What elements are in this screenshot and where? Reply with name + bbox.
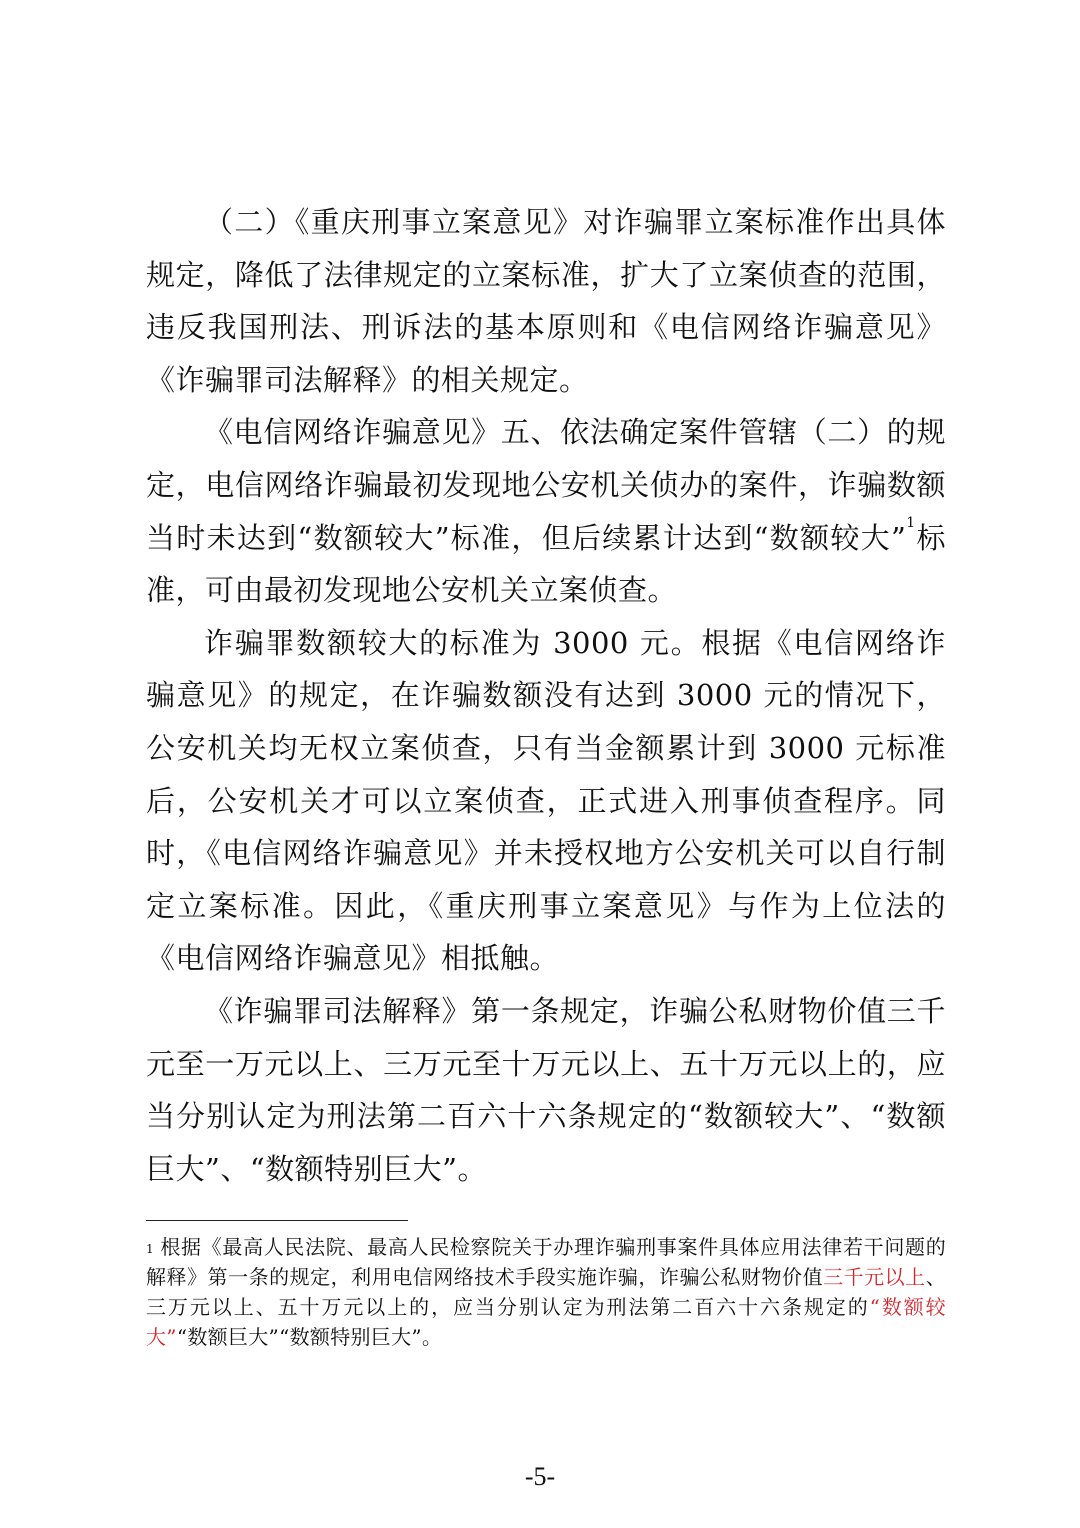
footnote-highlight-1: 三千元以上: [823, 1265, 926, 1289]
paragraph-2-text-before: 《电信网络诈骗意见》五、依法确定案件管辖（二）的规定，电信网络诈骗最初发现地公安机关侦办的案件，诈骗数额当时未达到“数额较大”标准，但后续累计达到“数额较大”: [146, 415, 946, 555]
footnote-text-2: 、三万元以上、五十万元以上的，应当分别认定为刑法第二百六十六条规定的: [146, 1265, 946, 1319]
footnote: [146, 1232, 946, 1352]
paragraph-2: [146, 406, 946, 616]
footnote-marker: 1: [146, 1242, 154, 1256]
body-text: [146, 196, 946, 1195]
footnote-text-1: 根据《最高人民法院、最高人民检察院关于办理诈骗刑事案件具体应用法律若干问题的解释》第一条的规定，利用电信网络技术手段实施诈骗，诈骗公私财物价值: [146, 1235, 946, 1289]
footnote-separator: [146, 1220, 408, 1221]
paragraph-1: （二）《重庆刑事立案意见》对诈骗罪立案标准作出具体规定，降低了法律规定的立案标准，扩大了立案侦查的范围，违反我国刑法、刑诉法的基本原则和《电信网络诈骗意见》《诈骗罪司法解释》的相关规定。: [146, 205, 946, 397]
page-number: -5-: [524, 1462, 556, 1491]
paragraph-3: 诈骗罪数额较大的标准为 3000 元。根据《电信网络诈骗意见》的规定，在诈骗数额没有达到 3000 元的情况下，公安机关均无权立案侦查，只有当金额累计到 3000 元标准后，公安机关才可以立案侦查，正式进入刑事侦查程序。同时，《电信网络诈骗意见》并未授权地方公安机关可以自行制定立案标准。因此，《重庆刑事立案意见》与作为上位法的《电信网络诈骗意见》相抵触。: [146, 625, 946, 976]
paragraph-2-text-after: 标准，可由最初发现地公安机关立案侦查。: [146, 520, 946, 608]
paragraph-4: 《诈骗罪司法解释》第一条规定，诈骗公私财物价值三千元至一万元以上、三万元至十万元以上、五十万元以上的，应当分别认定为刑法第二百六十六条规定的“数额较大”、“数额巨大”、“数额特别巨大”。: [146, 993, 946, 1186]
footnote-text-3: “数额巨大”“数额特别巨大”。: [176, 1325, 443, 1349]
footnote-highlight-2: “数额较大”: [146, 1295, 946, 1349]
footnote-reference[interactable]: 1: [906, 514, 916, 531]
